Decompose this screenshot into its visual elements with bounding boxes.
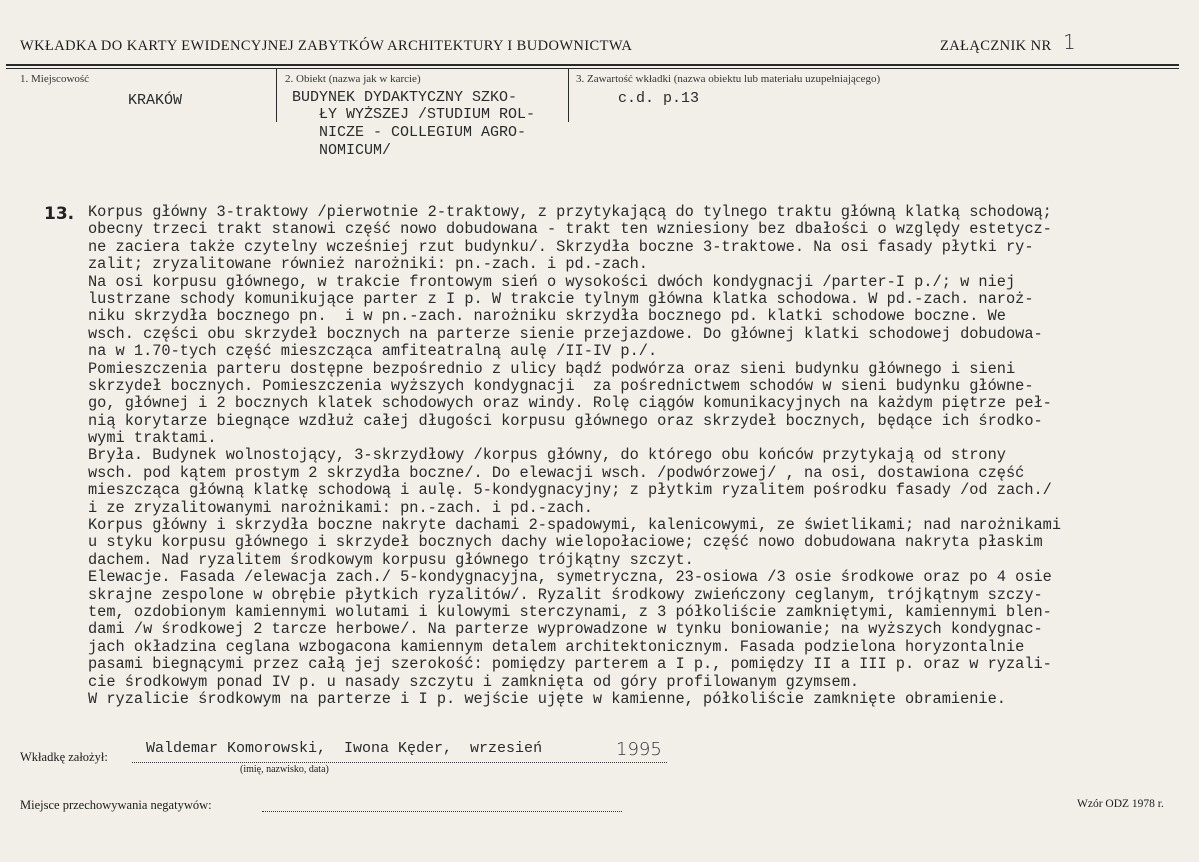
object-line-4: NOMICUM/ xyxy=(292,142,392,159)
description-line: Korpus główny i skrzydła boczne nakryte dachami 2-spadowymi, kalenicowymi, ze świetlikami; nad narożnikami xyxy=(88,516,1062,535)
description-line: Korpus główny 3-traktowy /pierwotnie 2-traktowy, z przytykającą do tylnego traktu główną klatką schodową; xyxy=(88,203,1052,221)
description-line: Na osi korpusu głównego, w trakcie frontowym sień o wysokości dwóch kondygnacji /parter-I p./; w niej xyxy=(88,272,1016,291)
author-caption: (imię, nazwisko, data) xyxy=(240,764,329,775)
description-line: Elewacje. Fasada /elewacja zach./ 5-kondygnacyjna, symetryczna, 23-osiowa /3 osie środkowe oraz po 4 osie xyxy=(88,568,1052,587)
description-line: niku skrzydła bocznego pn. i w pn.-zach. narożniku skrzydła bocznego pd. klatki schodowe boczne. We xyxy=(88,307,1006,326)
description-line: tem, ozdobionym kamiennymi wolutami i kulowymi sterczynami, z 3 półkoliście zamkniętymi, kamiennymi blen- xyxy=(88,602,1052,621)
object-line-2: ŁY WYŻSZEJ /STUDIUM ROL- xyxy=(292,106,536,123)
author-dotted-line xyxy=(132,762,667,763)
annex-label: ZAŁĄCZNIK NR xyxy=(940,38,1052,54)
content-label: 3. Zawartość wkładki (nazwa obiektu lub materiału uzupełniającego) xyxy=(576,73,881,85)
negatives-dotted-line xyxy=(262,811,622,812)
card-title: WKŁADKA DO KARTY EWIDENCYJNEJ ZABYTKÓW ARCHITEKTURY I BUDOWNICTWA xyxy=(20,38,633,54)
section-number: 13. xyxy=(44,204,75,224)
negatives-label: Miejsce przechowywania negatywów: xyxy=(20,798,212,812)
object-line-1: BUDYNEK DYDAKTYCZNY SZKO- xyxy=(292,89,518,106)
description-line: Pomieszczenia parteru dostępne bezpośrednio z ulicy bądź podwórza oraz sieni budynku głównego i sieni xyxy=(88,359,1016,378)
description-line: wsch. pod kątem prostym 2 skrzydła boczne/. Do elewacji wsch. /podwórzowej/ , na osi, dostawiona część xyxy=(88,463,1025,482)
description-line: W ryzalicie środkowym na parterze i I p. wejście ujęte w kamienne, półkoliście zamknięte obramienie. xyxy=(88,689,1006,708)
content-value: c.d. p.13 xyxy=(618,90,700,107)
object-label: 2. Obiekt (nazwa jak w karcie) xyxy=(285,73,421,85)
description-line: skrzydeł bocznych. Pomieszczenia wyższych kondygnacji za pośrednictwem schodów w sieni budynku główne- xyxy=(88,376,1034,395)
description-line: u styku korpusu głównego i skrzydeł bocznych dachy wielopołaciowe; część nowo dobudowana nakryta płaskim xyxy=(88,533,1043,552)
description-line: i ze zryzalitowanymi narożnikami: pn.-zach. i pd.-zach. xyxy=(88,498,593,517)
description-line: jach okładzina ceglana wzbogacona kamiennym detalem architektonicznym. Fasada podzielona horyzontalnie xyxy=(88,637,1025,656)
author-year: 1995 xyxy=(616,739,662,760)
description-line: go, głównej i 2 bocznych klatek schodowych oraz windy. Rolę ciągów komunikacyjnych na każdym piętrze peł- xyxy=(88,394,1052,413)
annex-number: 1 xyxy=(1063,30,1076,54)
field-divider-1 xyxy=(276,68,277,122)
description-line: obecny trzeci trakt stanowi część nowo dobudowana - trakt ten wzniesiony bez dbałości o względy estetycz- xyxy=(88,220,1052,239)
description-line: dami /w środkowej 2 tarcze herbowe/. Na parterze wyprowadzone w tynku boniowanie; na wyższych kondygnac- xyxy=(88,620,1043,639)
description-line: wymi traktami. xyxy=(88,429,217,448)
object-line-3: NICZE - COLLEGIUM AGRO- xyxy=(292,124,527,141)
description-line: na w 1.70-tych część mieszcząca amfiteatralną aulę /II-IV p./. xyxy=(88,342,658,361)
author-label: Wkładkę założył: xyxy=(20,750,108,764)
form-number: Wzór ODZ 1978 r. xyxy=(1077,798,1164,810)
description-text xyxy=(88,204,1061,708)
description-line: zalit; zryzalitowane również narożniki: pn.-zach. i pd.-zach. xyxy=(88,255,648,274)
header-rule-top xyxy=(6,64,1179,66)
description-line: pasami biegnącymi przez całą jej szerokość: pomiędzy parterem a I p., pomiędzy II a III p. oraz w ryzali- xyxy=(88,655,1052,674)
description-line: ne zaciera także czytelny wcześniej rzut budynku/. Skrzydła boczne 3-traktowe. Na osi fasady płytki ry- xyxy=(88,237,1034,256)
field-divider-2 xyxy=(568,68,569,122)
locality-value: KRAKÓW xyxy=(128,92,183,109)
description-line: wsch. części obu skrzydeł bocznych na parterze sienie przejazdowe. Do głównej klatki schodowej dobudowa- xyxy=(88,324,1043,343)
header-rule-top-inner xyxy=(6,68,1179,69)
locality-label: 1. Miejscowość xyxy=(20,73,90,85)
description-line: cie środkowym ponad IV p. u nasady szczytu i zamknięta od góry profilowanym gzymsem. xyxy=(88,672,860,691)
author-value: Waldemar Komorowski, Iwona Kęder, wrzesień xyxy=(146,740,543,757)
description-line: mieszcząca główną klatkę schodową i aulę. 5-kondygnacyjny; z płytkim ryzalitem pośrodku fasady /od zach./ xyxy=(88,481,1052,500)
description-line: nią korytarze biegnące wzdłuż całej długości korpusu głównego oraz skrzydeł bocznych, będące ich środko- xyxy=(88,411,1043,430)
description-line: Bryła. Budynek wolnostojący, 3-skrzydłowy /korpus główny, do którego obu końców przytykają od strony xyxy=(88,446,1006,465)
description-line: lustrzane schody komunikujące parter z I p. W trakcie tylnym główna klatka schodowa. W pd.-zach. naroż- xyxy=(88,289,1034,308)
description-line: skrajne zespolone w obrębie płytkich ryzalitów/. Ryzalit środkowy zwieńczony ceglanym, trójkątnym szczy- xyxy=(88,585,1043,604)
description-line: dachem. Nad ryzalitem środkowym korpusu głównego trójkątny szczyt. xyxy=(88,550,694,569)
